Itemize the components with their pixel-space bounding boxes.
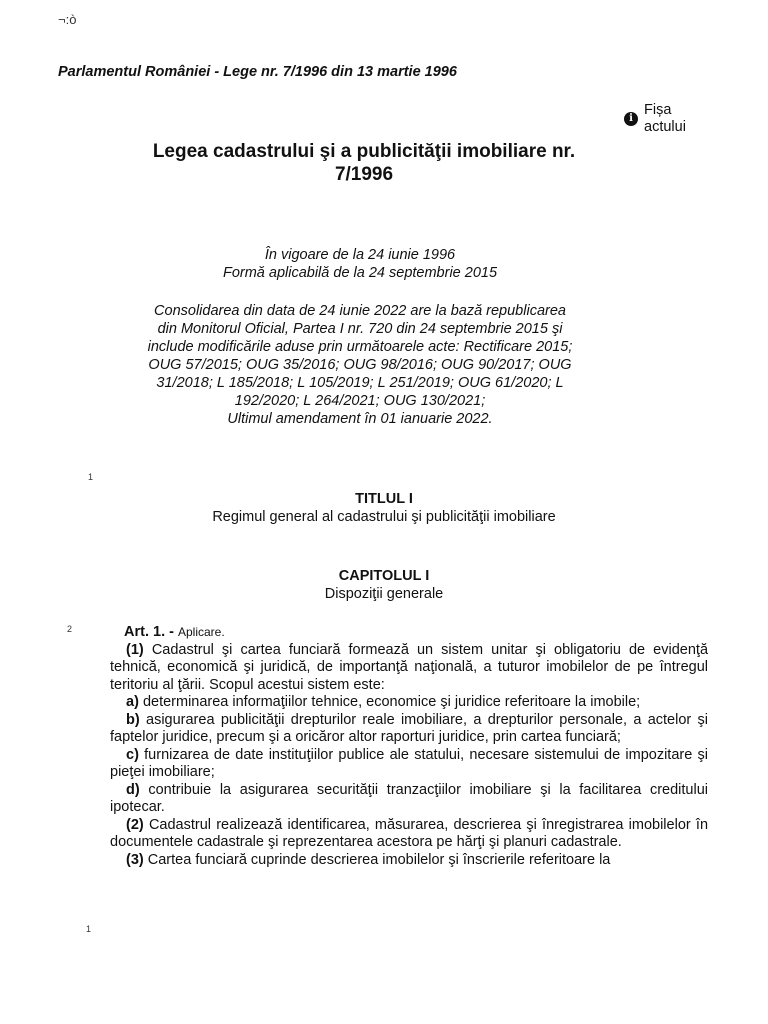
- item-d: [110, 782, 708, 817]
- paragraph-2: [110, 817, 708, 852]
- article-heading: [124, 624, 708, 642]
- law-title-line2: 7/1996: [334, 164, 394, 185]
- article-label: Art. 1. -: [124, 624, 174, 640]
- consolidation-line: din Monitorul Oficial, Partea I nr. 720 din 24 septembrie 2015 şi: [157, 321, 563, 337]
- status-block: [110, 246, 610, 282]
- paragraph-number: (2): [126, 816, 144, 833]
- item-label: c): [126, 746, 139, 763]
- consolidation-line: Consolidarea din data de 24 iunie 2022 are la bază republicarea: [154, 303, 566, 319]
- paragraph-3: [110, 852, 708, 870]
- consolidation-note: [110, 302, 610, 428]
- applicable-form-date: Formă aplicabilă de la 24 septembrie 2015: [222, 265, 498, 281]
- titlul-subtitle: Regimul general al cadastrului şi publicităţii imobiliare: [212, 509, 556, 525]
- paragraph-number: (1): [126, 641, 144, 658]
- paragraph-text: Cartea funciară cuprinde descrierea imobilelor şi înscrierile referitoare la: [147, 851, 611, 868]
- margin-number: 2: [67, 624, 73, 634]
- capitolul-section: [0, 567, 768, 603]
- item-c: [110, 747, 708, 782]
- margin-number: 1: [86, 924, 92, 934]
- titlul-heading: TITLUL I: [355, 491, 413, 507]
- consolidation-line: include modificările aduse prin următoarele acte: Rectificare 2015;: [147, 339, 573, 355]
- paragraph-number: (3): [126, 851, 144, 868]
- item-text: asigurarea publicităţii drepturilor reale imobiliare, a drepturilor personale, a actelor şi faptelor juridice, precum şi a oricăror altor raporturi juridice, prin cartea funciară;: [110, 711, 708, 745]
- item-text: furnizarea de date instituţiilor publice ale statului, necesare sistemului de impozitare şi pieţei imobiliare;: [110, 746, 708, 780]
- info-icon: i: [624, 112, 638, 126]
- consolidation-line: OUG 57/2015; OUG 35/2016; OUG 98/2016; OUG 90/2017; OUG: [148, 357, 572, 373]
- titlul-section: [0, 490, 768, 526]
- in-force-date: În vigoare de la 24 iunie 1996: [264, 247, 456, 263]
- paragraph-1: [110, 642, 708, 695]
- item-a: [110, 694, 708, 712]
- item-text: contribuie la asigurarea securităţii tranzacţiilor imobiliare şi la facilitarea creditului ipotecar.: [110, 781, 708, 815]
- item-label: b): [126, 711, 140, 728]
- article-1: [110, 624, 708, 869]
- law-title-line1: Legea cadastrului şi a publicităţii imobiliare nr.: [152, 141, 576, 162]
- law-title: [100, 140, 628, 186]
- item-label: d): [126, 781, 140, 798]
- fisa-label-line1: Fișa: [644, 102, 672, 118]
- capitolul-heading: CAPITOLUL I: [338, 568, 430, 584]
- document-header: Parlamentul României - Lege nr. 7/1996 din 13 martie 1996: [58, 64, 457, 80]
- article-name: Aplicare.: [177, 625, 225, 639]
- consolidation-line: Ultimul amendament în 01 ianuarie 2022.: [227, 411, 493, 427]
- consolidation-line: 192/2020; L 264/2021; OUG 130/2021;: [234, 393, 486, 409]
- item-text: determinarea informaţiilor tehnice, economice şi juridice referitoare la imobile;: [142, 694, 641, 710]
- consolidation-line: 31/2018; L 185/2018; L 105/2019; L 251/2019; OUG 61/2020; L: [156, 375, 564, 391]
- paragraph-text: Cadastrul realizează identificarea, măsurarea, descrierea şi înregistrarea imobilelor în documentele cadastrale şi reprezentarea acestora pe hărţi şi planuri cadastrale.: [110, 816, 709, 850]
- item-b: [110, 712, 708, 747]
- item-label: a): [126, 694, 139, 710]
- paragraph-text: Cadastrul şi cartea funciară formează un sistem unitar şi obligatoriu de evidenţă tehnică, economică şi juridică, de importanţă naţională, a tuturor imobilelor de pe întregul teritoriu al ţării. Scopul acestui sistem este:: [110, 641, 709, 693]
- corner-mark: ¬:ò: [58, 12, 77, 27]
- margin-number: 1: [88, 472, 94, 482]
- capitolul-subtitle: Dispoziţii generale: [324, 586, 444, 602]
- fisa-label-line2: actului: [644, 119, 686, 135]
